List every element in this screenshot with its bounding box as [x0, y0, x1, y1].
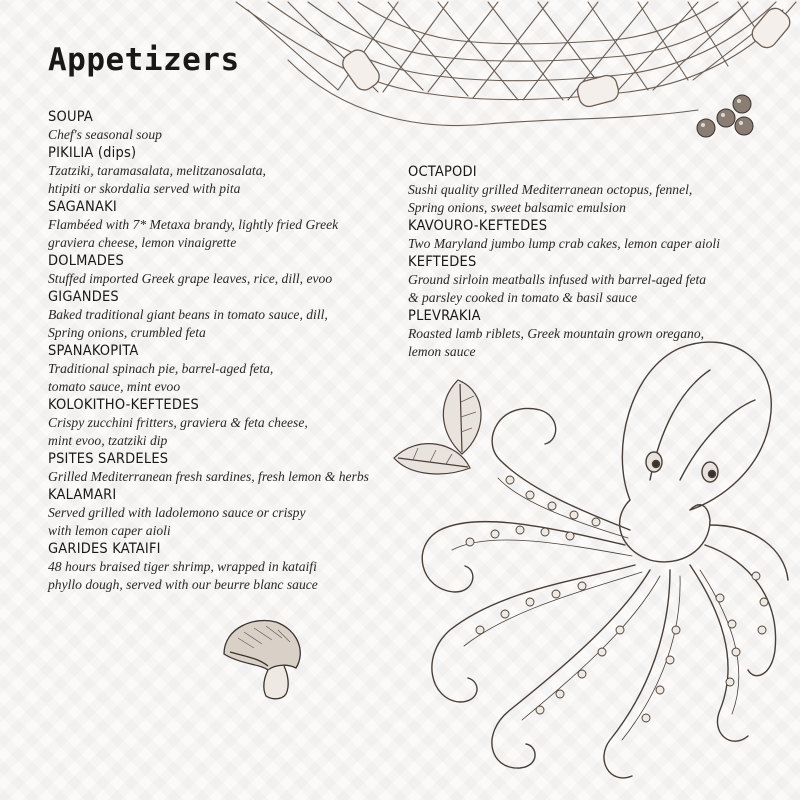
item-description: graviera cheese, lemon vinaigrette [48, 235, 237, 250]
menu-item-kavouro-keftedes [408, 217, 768, 253]
item-name: KAVOURO-KEFTEDES [408, 218, 548, 234]
item-name: KOLOKITHO-KEFTEDES [48, 397, 200, 413]
octopus-icon [360, 330, 790, 790]
menu-item-dolmades [48, 252, 378, 288]
item-description: htipiti or skordalia served with pita [48, 181, 241, 196]
item-name: OCTAPODI [408, 164, 477, 180]
page-title: Appetizers [48, 42, 240, 78]
item-description: Stuffed imported Greek grape leaves, rice, dill, evoo [48, 271, 333, 286]
item-name: PLEVRAKIA [408, 308, 481, 324]
menu-item-garides-kataifi [48, 540, 378, 594]
item-description: Crispy zucchini fritters, graviera & feta cheese, [48, 415, 308, 430]
menu-item-octapodi [408, 163, 768, 217]
item-name: KALAMARI [48, 487, 117, 503]
item-name: DOLMADES [48, 253, 124, 269]
item-description: Chef's seasonal soup [48, 127, 162, 142]
menu-item-gigandes [48, 288, 378, 342]
item-description: Sushi quality grilled Mediterranean octopus, fennel, [408, 182, 693, 197]
item-description: Spring onions, crumbled feta [48, 325, 206, 340]
item-name: KEFTEDES [408, 254, 477, 270]
item-description: Served grilled with ladolemono sauce or crispy [48, 505, 306, 520]
item-name: SPANAKOPITA [48, 343, 139, 359]
menu-item-psites-sardeles [48, 450, 378, 486]
item-name: GIGANDES [48, 289, 119, 305]
item-description: Baked traditional giant beans in tomato sauce, dill, [48, 307, 328, 322]
item-description: Traditional spinach pie, barrel-aged feta, [48, 361, 274, 376]
olives-icon [690, 90, 760, 140]
item-name: PIKILIA (dips) [48, 145, 137, 161]
item-name: SOUPA [48, 109, 93, 125]
item-description: & parsley cooked in tomato & basil sauce [408, 290, 638, 305]
item-name: GARIDES KATAIFI [48, 541, 161, 557]
menu-item-kalamari [48, 486, 378, 540]
item-description: phyllo dough, served with our beurre blanc sauce [48, 577, 318, 592]
menu-item-plevrakia [408, 307, 768, 361]
menu-item-kolokitho-keftedes [48, 396, 378, 450]
item-description: Grilled Mediterranean fresh sardines, fresh lemon & herbs [48, 469, 369, 484]
item-name: PSITES SARDELES [48, 451, 169, 467]
item-description: tomato sauce, mint evoo [48, 379, 181, 394]
menu-item-keftedes [408, 253, 768, 307]
menu-item-pikilia [48, 144, 378, 198]
menu-item-soupa [48, 108, 378, 144]
item-description: with lemon caper aioli [48, 523, 171, 538]
menu-item-spanakopita [48, 342, 378, 396]
menu-item-saganaki [48, 198, 378, 252]
item-description: Spring onions, sweet balsamic emulsion [408, 200, 626, 215]
mushroom-icon [214, 608, 310, 704]
item-description: lemon sauce [408, 344, 476, 359]
item-description: mint evoo, tzatziki dip [48, 433, 168, 448]
item-description: Ground sirloin meatballs infused with barrel-aged feta [408, 272, 707, 287]
item-description: Tzatziki, taramasalata, melitzanosalata, [48, 163, 266, 178]
item-name: SAGANAKI [48, 199, 117, 215]
item-description: Flambéed with 7* Metaxa brandy, lightly fried Greek [48, 217, 339, 232]
item-description: Roasted lamb riblets, Greek mountain grown oregano, [408, 326, 705, 341]
item-description: 48 hours braised tiger shrimp, wrapped in kataifi [48, 559, 317, 574]
left-menu-column [48, 108, 378, 594]
right-menu-column [408, 163, 768, 361]
item-description: Two Maryland jumbo lump crab cakes, lemon caper aioli [408, 236, 720, 251]
